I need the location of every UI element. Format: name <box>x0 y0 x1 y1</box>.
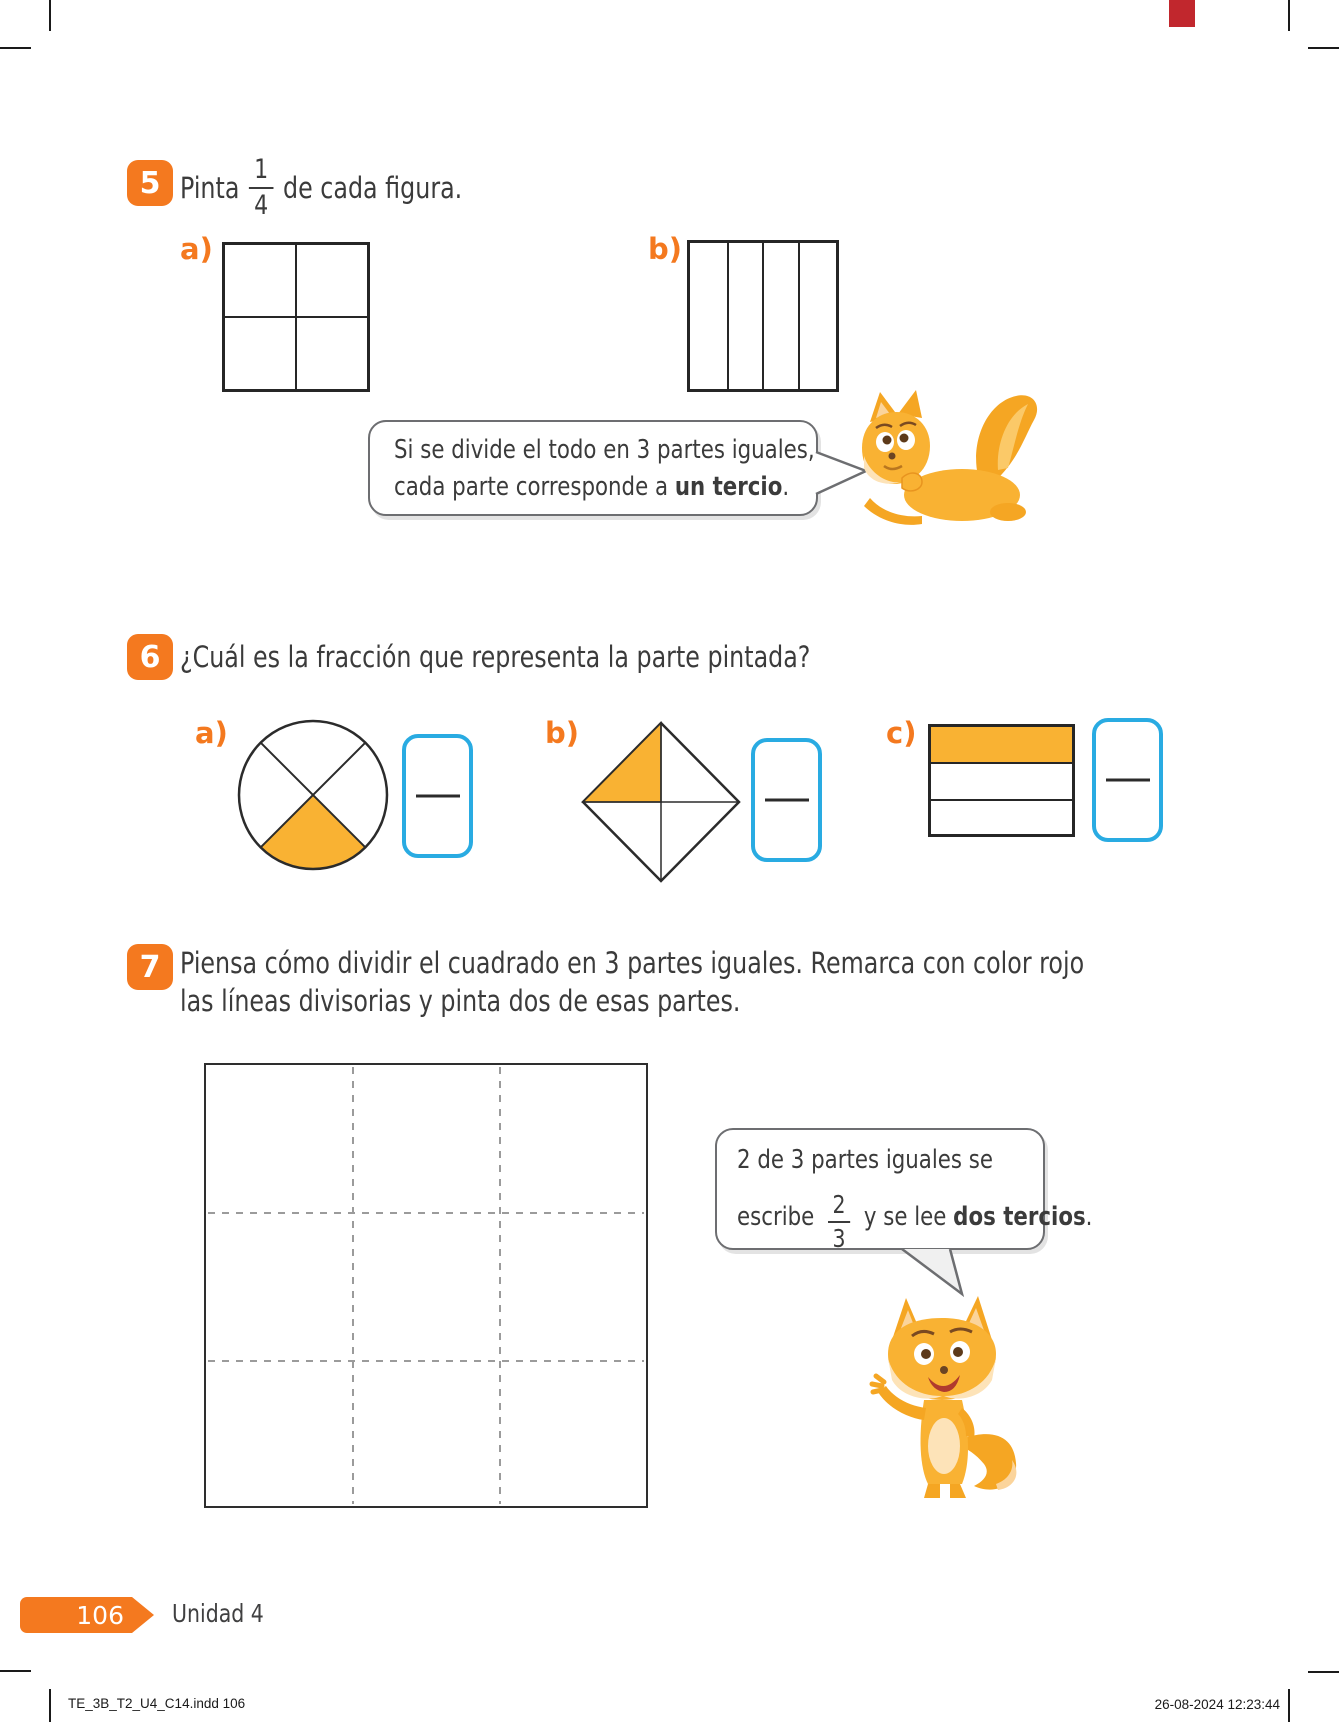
exercise-5-prompt-end: de cada figura. <box>283 171 463 205</box>
figure-6a-circle-quarters <box>236 718 390 872</box>
exercise-6-prompt: ¿Cuál es la fracción que representa la parte pintada? <box>180 640 811 674</box>
figure-6c-painted-third <box>931 727 1072 764</box>
speech2-line2-mid: y se lee <box>863 1202 947 1232</box>
crop-mark-top-left-horizontal <box>0 47 31 49</box>
fox-character-icon <box>840 390 1040 530</box>
crop-mark-top-right-vertical <box>1288 0 1290 31</box>
exercise-7-number-badge: 7 <box>127 944 173 990</box>
dashed-vertical-line-2 <box>499 1067 501 1504</box>
speech1-line2-start: cada parte corresponde a <box>394 472 669 502</box>
answer-box-6a-fraction-bar <box>416 795 460 798</box>
fraction-one-fourth <box>249 155 273 220</box>
figure-5b-divider-1 <box>727 243 729 389</box>
crop-mark-bottom-right-vertical <box>1288 1689 1290 1722</box>
print-datetime-line: 26-08-2024 12:23:44 <box>1154 1697 1280 1712</box>
figure-5b-square-strips <box>687 240 839 392</box>
crop-mark-bottom-left-vertical <box>49 1689 51 1722</box>
figure-5a-label: a) <box>180 232 213 266</box>
page-number-badge: 106 <box>20 1597 132 1633</box>
exercise-7-prompt-line1: Piensa cómo dividir el cuadrado en 3 partes iguales. Remarca con color rojo <box>180 946 1085 980</box>
dashed-horizontal-line-2 <box>208 1360 644 1362</box>
speech1-line2-bold: un tercio <box>674 472 783 502</box>
exercise-6-number-badge: 6 <box>127 634 173 680</box>
figure-5b-divider-2 <box>762 243 764 389</box>
unit-label: Unidad 4 <box>172 1599 264 1628</box>
fox-character-icon <box>858 1288 1030 1500</box>
fraction-denominator: 3 <box>832 1223 846 1253</box>
fraction-numerator: 1 <box>249 155 273 189</box>
speech2-line2 <box>737 1187 1093 1253</box>
figure-5b-label: b) <box>648 232 683 266</box>
speech1-line2-end: . <box>782 472 790 502</box>
answer-box-6b <box>751 738 822 862</box>
crop-mark-bottom-left-horizontal <box>0 1670 31 1672</box>
answer-box-6b-fraction-bar <box>765 799 809 802</box>
speech-bubble-dos-tercios <box>715 1128 1093 1253</box>
speech-bubble-un-tercio <box>368 420 818 516</box>
speech2-line2-start: escribe <box>737 1202 815 1232</box>
speech1-line2 <box>394 469 790 506</box>
crop-mark-top-right-horizontal <box>1308 47 1339 49</box>
dashed-horizontal-line-1 <box>208 1212 644 1214</box>
print-file-line: TE_3B_T2_U4_C14.indd 106 <box>68 1696 246 1711</box>
exercise-7-prompt-line2: las líneas divisorias y pinta dos de esas partes. <box>180 984 741 1018</box>
fraction-denominator: 4 <box>254 190 269 221</box>
figure-5a-square-quarters <box>222 242 370 392</box>
figure-5b-divider-3 <box>798 243 800 389</box>
crop-mark-top-left-vertical <box>49 0 51 31</box>
crop-mark-bottom-right-horizontal <box>1308 1671 1339 1673</box>
speech2-line2-end: . <box>1085 1202 1093 1232</box>
exercise-5-prompt-start: Pinta <box>180 171 240 205</box>
speech1-line1: Si se divide el todo en 3 partes iguales, <box>394 435 815 465</box>
answer-box-6a <box>402 734 473 858</box>
figure-6c-third <box>931 764 1072 801</box>
figure-6c-label: c) <box>886 716 917 750</box>
fraction-numerator: 2 <box>828 1191 851 1223</box>
exercise-5-number-badge: 5 <box>127 160 173 206</box>
figure-7-square-dashed-grid <box>204 1063 648 1508</box>
figure-5a-horizontal-divider <box>225 316 367 318</box>
answer-box-6c <box>1092 718 1163 842</box>
speech2-line1: 2 de 3 partes iguales se <box>737 1145 994 1175</box>
answer-box-6c-fraction-bar <box>1106 779 1150 782</box>
figure-6a-label: a) <box>195 716 228 750</box>
figure-6b-label: b) <box>545 716 580 750</box>
registration-color-mark <box>1169 0 1195 27</box>
figure-6b-diamond-quarters <box>579 719 743 885</box>
speech2-line2-bold: dos tercios <box>953 1202 1086 1232</box>
dashed-vertical-line-1 <box>352 1067 354 1504</box>
fraction-two-thirds <box>828 1191 851 1252</box>
figure-6c-third <box>931 801 1072 836</box>
figure-6c-rectangle-thirds <box>928 724 1075 837</box>
exercise-5-prompt <box>180 152 462 224</box>
